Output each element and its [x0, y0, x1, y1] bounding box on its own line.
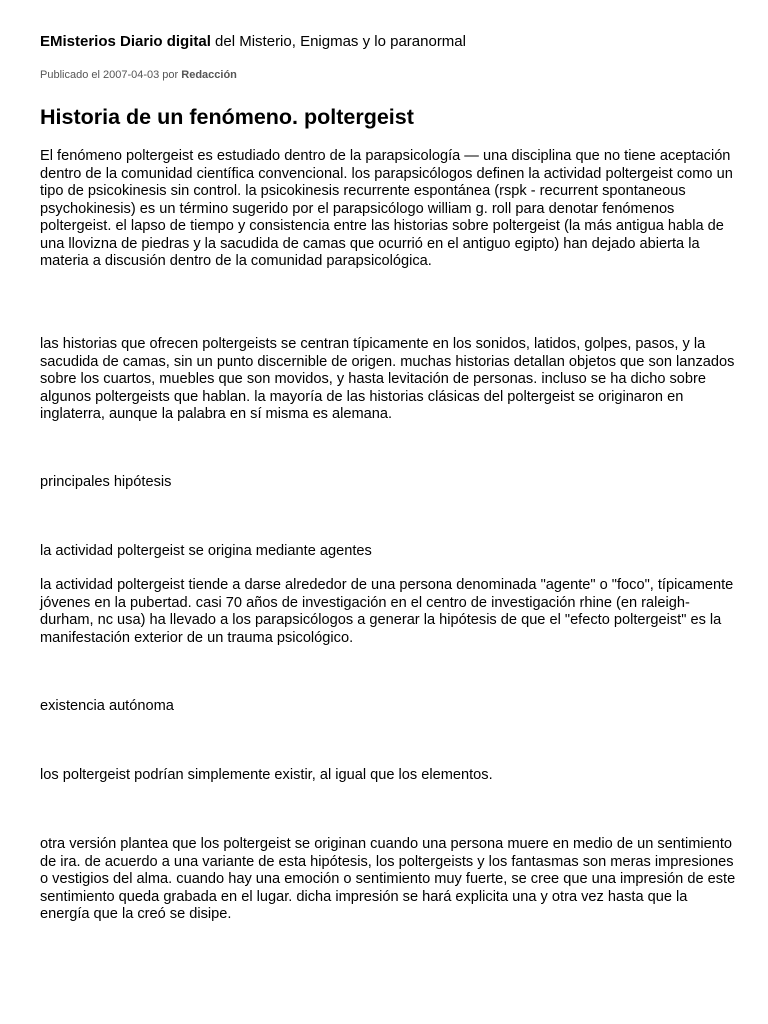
article-paragraph-ira: otra versión plantea que los poltergeist se originan cuando una persona muere en medio de un sentimiento de ira. de acuerdo a una variante de esta hipótesis, los poltergeists y los fantasmas son meras impresiones o vestigios del alma. cuando hay una emoción o sentimiento muy fuerte, se cree que una impresión de este sentimiento queda grabada en el lugar. dicha impresión se hará explicita una y otra vez hasta que la energía que la creó se disipe. [40, 836, 736, 922]
site-tagline: del Misterio, Enigmas y lo paranormal [210, 33, 466, 50]
section-heading-principales-hipotesis: principales hipótesis [40, 474, 172, 490]
article-paragraph-1: El fenómeno poltergeist es estudiado dentro de la parapsicología — una disciplina que no tiene aceptación dentro de la comunidad científica convencional. los parapsicólogos definen la actividad poltergeist como un tipo de psicokinesis sin control. la psicokinesis recurrente espontánea (rspk - recurrent spontaneous psychokinesis) es un término sugerido por el parapsicólogo william g. roll para denotar fenómenos poltergeist. el lapso de tiempo y consistencia entre las historias sobre poltergeist (la más antigua habla de una llovizna de piedras y la sacudida de camas que ocurrió en el antiguo egipto) han dejado abierta la materia a discusión dentro de la comunidad parapsicológica. [40, 148, 733, 269]
section-heading-agentes: la actividad poltergeist se origina mediante agentes [40, 543, 372, 559]
section-heading-existencia-autonoma: existencia autónoma [40, 698, 174, 714]
author-name[interactable]: Redacción [181, 69, 237, 81]
article-paragraph-2: las historias que ofrecen poltergeists se centran típicamente en los sonidos, latidos, golpes, pasos, y la sacudida de camas, sin un punto discernible de origen. muchas historias detallan objetos que son lanzados sobre los cuartos, muebles que son movidos, y hasta levitación de personas. incluso se ha dicho sobre algunos poltergeists que hablan. la mayoría de las historias clásicas del poltergeist se originaron en inglaterra, aunque la palabra en sí misma es alemana. [40, 336, 735, 422]
published-date: Publicado el 2007-04-03 por [40, 69, 182, 81]
site-name[interactable]: EMisterios Diario digital [40, 33, 211, 50]
publication-meta [40, 68, 237, 82]
article-paragraph-agentes: la actividad poltergeist tiende a darse alrededor de una persona denominada "agente" o "foco", típicamente jóvenes en la pubertad. casi 70 años de investigación en el centro de investigación rhine (en raleigh-durham, nc usa) ha llevado a los parapsicólogos a generar la hipótesis de que el "efecto poltergeist" es la manifestación exterior de un trauma psicológico. [40, 577, 734, 646]
article-title: Historia de un fenómeno. poltergeist [40, 105, 414, 129]
article-paragraph-elementos: los poltergeist podrían simplemente existir, al igual que los elementos. [40, 767, 493, 783]
site-header [40, 32, 466, 52]
